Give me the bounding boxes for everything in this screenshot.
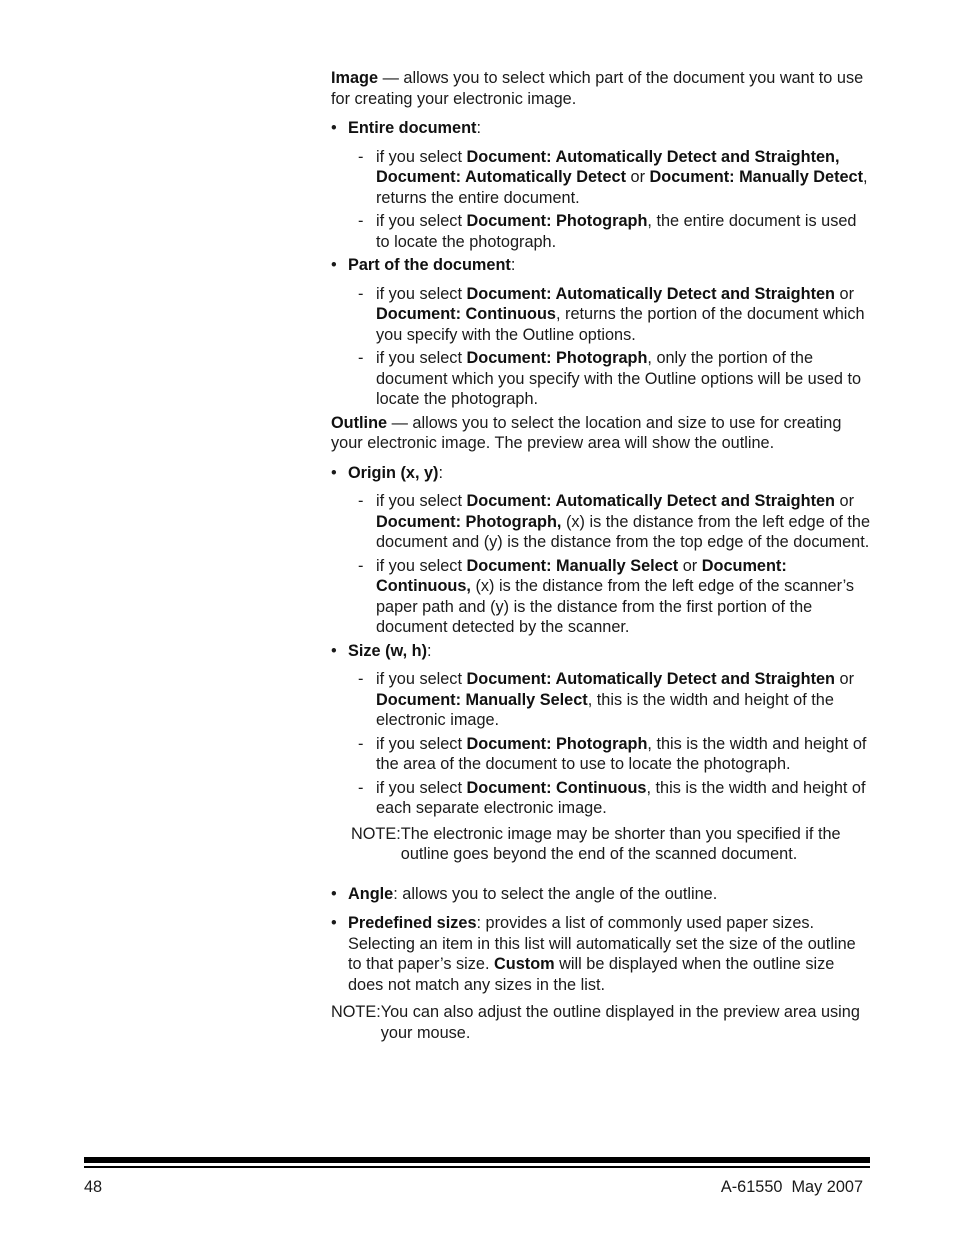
note-text: You can also adjust the outline displayed in the preview area using your mouse. <box>380 1003 860 1042</box>
list-item: - if you select Document: Automatically Detect and Straighten or Document: Continuous, returns the portion of the document which you specify with the Outline options. <box>331 284 871 346</box>
page-number: 48 <box>84 1178 103 1196</box>
size-options <box>331 669 871 819</box>
bullet-label: Angle <box>348 884 394 903</box>
list-item: - if you select Document: Automatically Detect and Straighten or Document: Manually Select, this is the width and height of the electronic image. <box>331 669 871 731</box>
page-body <box>331 68 871 1043</box>
list-item: - if you select Document: Automatically Detect and Straighten, Document: Automatically Detect or Document: Manually Detect, returns the entire document. <box>331 147 871 209</box>
list-item: - if you select Document: Manually Select or Document: Continuous, (x) is the distance from the left edge of the scanner’s paper path and (y) is the distance from the first portion of the document detected by the scanner. <box>331 556 871 638</box>
note-electronic-image <box>351 824 871 865</box>
document-id: A-61550 May 2007 <box>720 1178 863 1196</box>
outline-description: — allows you to select the location and size to use for creating your electronic image. The preview area will show the outline. <box>331 413 842 452</box>
outline-term: Outline <box>331 413 388 432</box>
image-term: Image <box>331 69 379 87</box>
bullet-label: Part of the document <box>348 256 511 274</box>
footer-rule-thick <box>84 1157 870 1163</box>
note-adjust-outline <box>331 1002 871 1043</box>
outline-paragraph <box>331 413 871 454</box>
footer-rule-thin <box>84 1166 870 1168</box>
part-of-document-options <box>331 284 871 410</box>
list-item: - if you select Document: Automatically Detect and Straighten or Document: Photograph, (x) is the distance from the left edge of the document and (y) is the distance from the top edge of the document. <box>331 491 871 553</box>
bullet-origin: • Origin (x, y): <box>331 463 871 484</box>
bullet-entire-document: • Entire document: <box>331 118 871 139</box>
origin-options <box>331 491 871 638</box>
bullet-label: Size (w, h) <box>348 641 427 660</box>
bullet-label: Entire document <box>348 119 477 137</box>
list-item: - if you select Document: Photograph, only the portion of the document which you specify with the Outline options will be used to locate the photograph. <box>331 348 871 410</box>
bullet-angle: • Angle: allows you to select the angle of the outline. <box>331 884 871 905</box>
bullet-size: • Size (w, h): <box>331 641 871 662</box>
bullet-label: Predefined sizes <box>348 914 477 932</box>
bullet-predefined-sizes: • Predefined sizes: provides a list of commonly used paper sizes. Selecting an item in this list will automatically set the size of the outline to that paper’s size. Custom will be displayed when the outline size does not match any sizes in the list. <box>331 913 871 995</box>
note-label: NOTE: <box>351 824 401 843</box>
note-text: The electronic image may be shorter than you specified if the outline goes beyond the end of the scanned document. <box>400 824 841 863</box>
bullet-label: Origin (x, y) <box>348 463 439 482</box>
list-item: - if you select Document: Continuous, this is the width and height of each separate electronic image. <box>331 778 871 819</box>
entire-document-options <box>331 147 871 253</box>
image-description: — allows you to select which part of the document you want to use for creating your electronic image. <box>331 69 864 108</box>
bullet-part-of-document: • Part of the document: <box>331 255 871 276</box>
image-paragraph <box>331 68 871 109</box>
list-item: - if you select Document: Photograph, the entire document is used to locate the photograph. <box>331 211 871 252</box>
note-label: NOTE: <box>331 1003 381 1021</box>
list-item: - if you select Document: Photograph, this is the width and height of the area of the document to use to locate the photograph. <box>331 734 871 775</box>
